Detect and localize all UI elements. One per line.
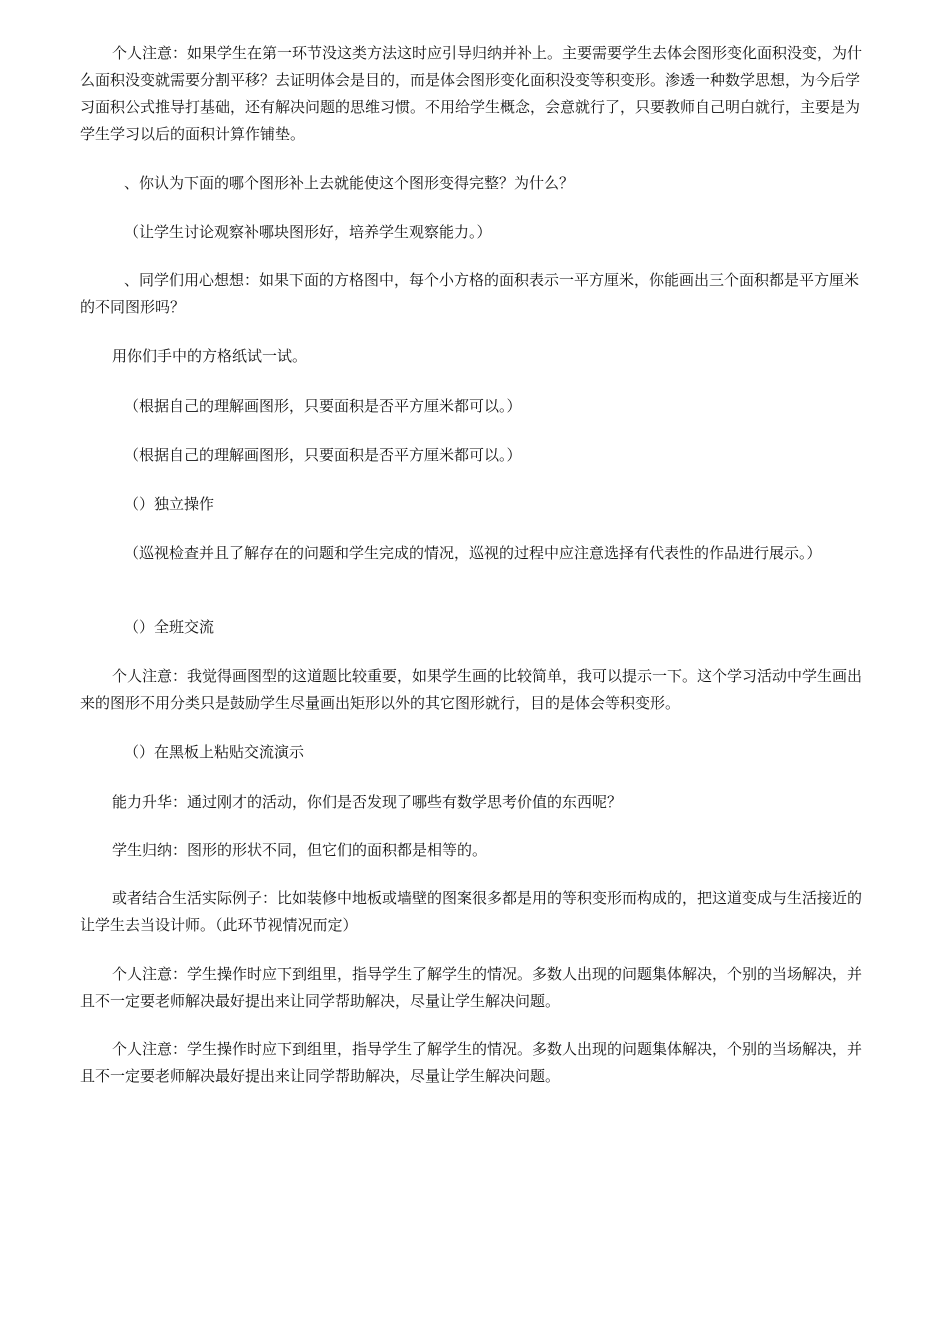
paragraph-note-operation-2: 个人注意：学生操作时应下到组里，指导学生了解学生的情况。多数人出现的问题集体解决，个别的当场解决，并且不一定要老师解决最好提出来让同学帮助解决，尽量让学生解决问题。 bbox=[80, 1040, 863, 1085]
paragraph-draw-hint-1: （根据自己的理解画图形，只要面积是否平方厘米都可以。） bbox=[124, 397, 522, 415]
paragraph-independent-work: （）独立操作 bbox=[124, 495, 215, 513]
paragraph-discuss-observe: （让学生讨论观察补哪块图形好，培养学生观察能力。） bbox=[124, 223, 492, 241]
paragraph-question-complete-shape: 、你认为下面的哪个图形补上去就能使这个图形变得完整？为什么？ bbox=[124, 174, 575, 192]
paragraph-class-exchange: （）全班交流 bbox=[124, 618, 215, 636]
paragraph-draw-hint-2: （根据自己的理解画图形，只要面积是否平方厘米都可以。） bbox=[124, 446, 522, 464]
paragraph-note-operation-1: 个人注意：学生操作时应下到组里，指导学生了解学生的情况。多数人出现的问题集体解决，个别的当场解决，并且不一定要老师解决最好提出来让同学帮助解决，尽量让学生解决问题。 bbox=[80, 965, 863, 1010]
paragraph-note-drawing: 个人注意：我觉得画图型的这道题比较重要，如果学生画的比较简单，我可以提示一下。这个学习活动中学生画出来的图形不用分类只是鼓励学生尽量画出矩形以外的其它图形就行，目的是体会等积变形。 bbox=[80, 667, 863, 712]
paragraph-life-example: 或者结合生活实际例子：比如装修中地板或墙壁的图案很多都是用的等积变形而构成的，把这道变成与生活接近的让学生去当设计师。（此环节视情况而定） bbox=[80, 889, 863, 934]
paragraph-note-area-unchanged: 个人注意：如果学生在第一环节没这类方法这时应引导归纳并补上。主要需要学生去体会图形变化面积没变，为什么面积没变就需要分割平移？去证明体会是目的，而是体会图形变化面积没变等积变形。渗透一种数学思想，为今后学习面积公式推导打基础，还有解决问题的思维习惯。不用给学生概念，会意就行了，只要教师自己明白就行，主要是为学生学习以后的面积计算作铺垫。 bbox=[80, 44, 863, 143]
paragraph-blackboard-demo: （）在黑板上粘贴交流演示 bbox=[124, 743, 305, 761]
paragraph-inspect: （巡视检查并且了解存在的问题和学生完成的情况，巡视的过程中应注意选择有代表性的作品进行展示。） bbox=[124, 544, 822, 562]
paragraph-student-summary: 学生归纳：图形的形状不同，但它们的面积都是相等的。 bbox=[112, 841, 488, 859]
paragraph-ability-improve: 能力升华：通过刚才的活动，你们是否发现了哪些有数学思考价值的东西呢？ bbox=[112, 793, 623, 811]
paragraph-question-grid: 、同学们用心想想：如果下面的方格图中，每个小方格的面积表示一平方厘米，你能画出三个面积都是平方厘米的不同图形吗？ bbox=[80, 271, 860, 316]
paragraph-try-grid-paper: 用你们手中的方格纸试一试。 bbox=[112, 347, 308, 365]
